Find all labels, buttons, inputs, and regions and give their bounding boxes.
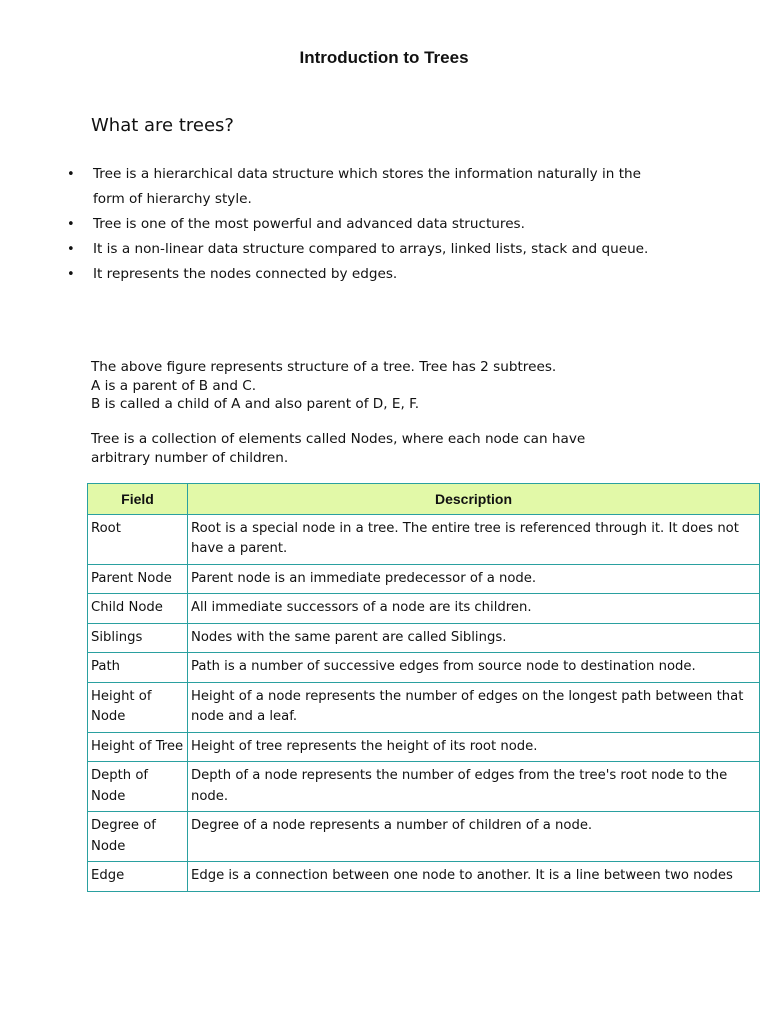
field-cell: Child Node: [88, 594, 188, 624]
description-cell: Edge is a connection between one node to another. It is a line between two nodes: [188, 862, 760, 892]
field-cell: Root: [88, 514, 188, 564]
paragraph-line: The above figure represents structure of a tree. Tree has 2 subtrees.: [91, 359, 557, 375]
bullet-item: • Tree is a hierarchical data structure which stores the information naturally in the form of hierarchy style.: [67, 162, 667, 212]
nodes-description: [91, 430, 651, 467]
description-cell: Nodes with the same parent are called Siblings.: [188, 623, 760, 653]
tree-terms-table: [87, 483, 760, 892]
description-cell: Parent node is an immediate predecessor of a node.: [188, 564, 760, 594]
field-cell: Edge: [88, 862, 188, 892]
table-row: [88, 653, 760, 683]
table-row: [88, 732, 760, 762]
paragraph-line: B is called a child of A and also parent of D, E, F.: [91, 396, 420, 412]
paragraph-line: Tree is a collection of elements called Nodes, where each node can have: [91, 431, 586, 447]
bullet-item: • It represents the nodes connected by edges.: [67, 262, 667, 287]
table-row: [88, 514, 760, 564]
bullet-item: • Tree is one of the most powerful and advanced data structures.: [67, 212, 667, 237]
description-cell: Root is a special node in a tree. The entire tree is referenced through it. It does not have a parent.: [188, 514, 760, 564]
description-cell: Height of a node represents the number of edges on the longest path between that node and a leaf.: [188, 682, 760, 732]
field-cell: Siblings: [88, 623, 188, 653]
paragraph-line: arbitrary number of children.: [91, 449, 289, 466]
table-row: [88, 862, 760, 892]
paragraph-line: A is a parent of B and C.: [91, 377, 257, 394]
field-cell: Parent Node: [88, 564, 188, 594]
field-cell: Path: [88, 653, 188, 683]
bullet-list: [67, 162, 667, 287]
field-cell: Height of Tree: [88, 732, 188, 762]
figure-description: [91, 358, 651, 414]
header-field: Field: [88, 484, 188, 515]
description-cell: Path is a number of successive edges from source node to destination node.: [188, 653, 760, 683]
field-cell: Height of Node: [88, 682, 188, 732]
description-cell: Degree of a node represents a number of children of a node.: [188, 812, 760, 862]
table-row: [88, 564, 760, 594]
description-cell: Height of tree represents the height of its root node.: [188, 732, 760, 762]
table-row: [88, 594, 760, 624]
table-row: [88, 762, 760, 812]
section-heading: What are trees?: [91, 115, 234, 136]
header-description: Description: [188, 484, 760, 515]
table-row: [88, 623, 760, 653]
table-header-row: [88, 484, 760, 515]
bullet-item: • It is a non-linear data structure compared to arrays, linked lists, stack and queue.: [67, 237, 667, 262]
field-cell: Depth of Node: [88, 762, 188, 812]
table-row: [88, 682, 760, 732]
field-cell: Degree of Node: [88, 812, 188, 862]
table-row: [88, 812, 760, 862]
page-title: Introduction to Trees: [299, 48, 469, 67]
description-cell: Depth of a node represents the number of edges from the tree's root node to the node.: [188, 762, 760, 812]
description-cell: All immediate successors of a node are its children.: [188, 594, 760, 624]
